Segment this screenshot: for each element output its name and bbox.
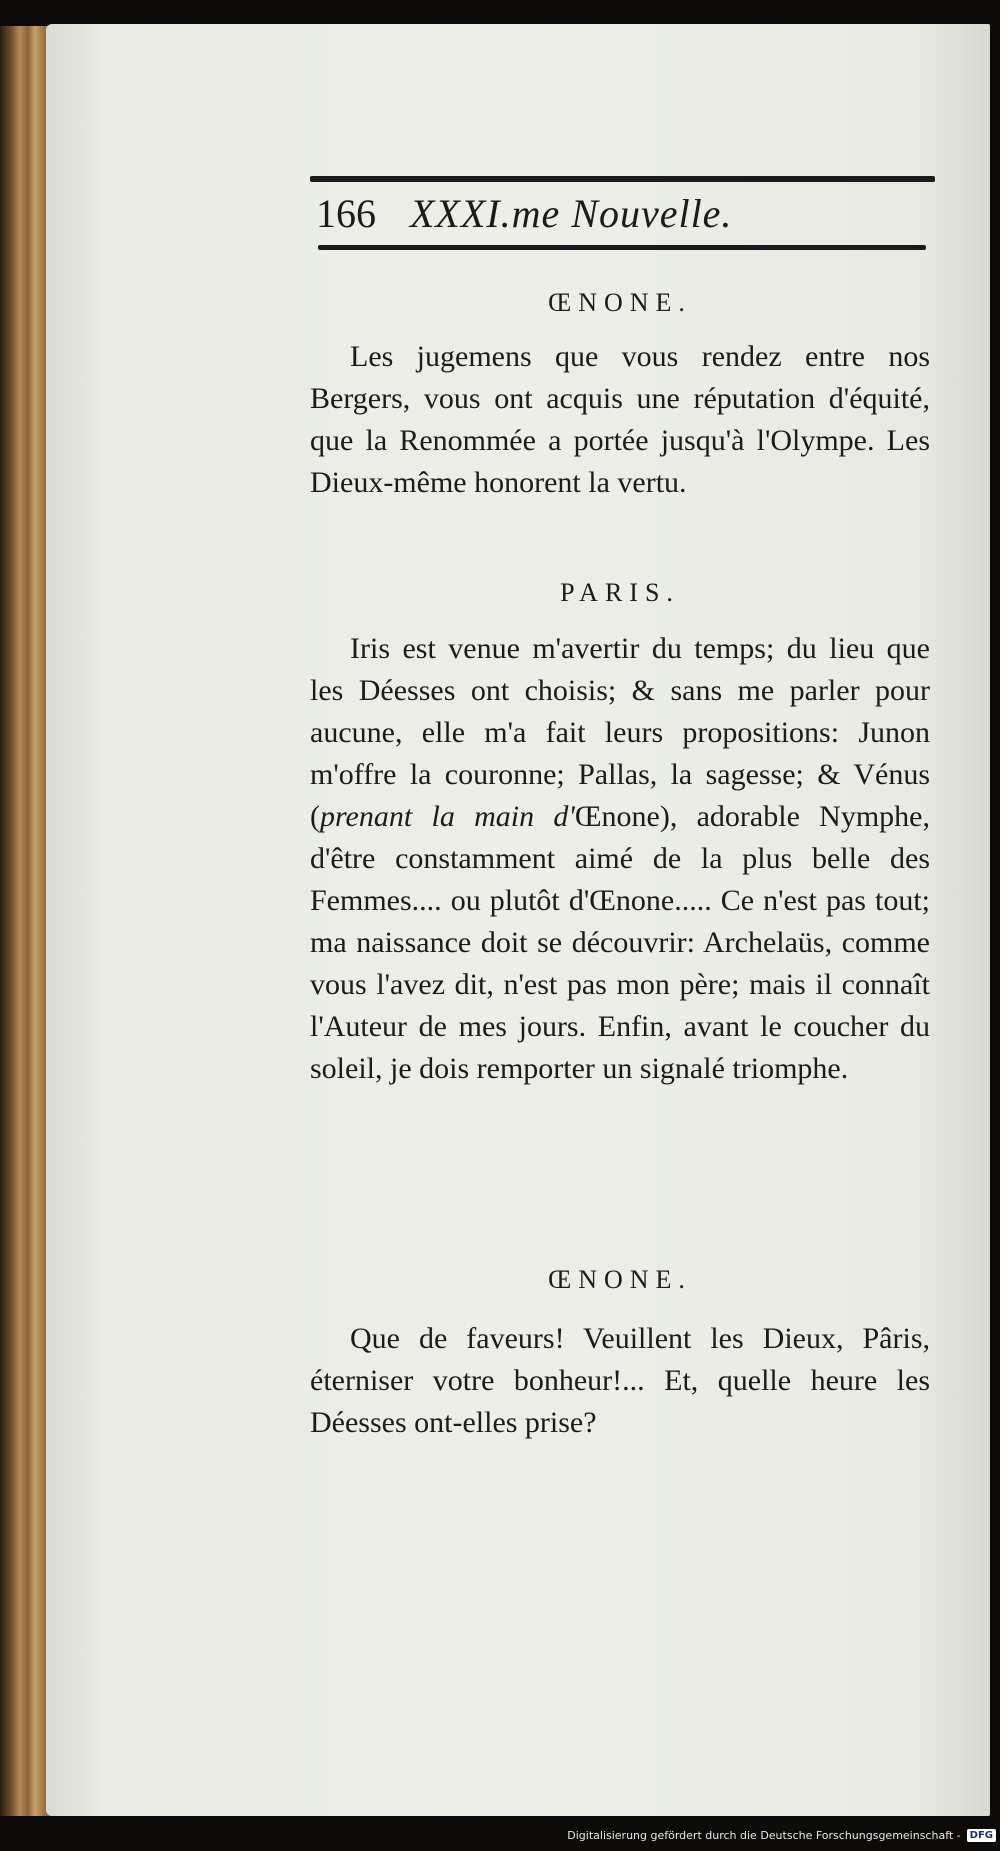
page-number: 166	[316, 191, 376, 236]
speech-oenone-2: Que de faveurs! Veuillent les Dieux, Pâris, éterniser votre bonheur!... Et, quelle heure les Déesses ont-elles prise?	[310, 1322, 930, 1439]
speaker-oenone-2: ŒNONE.	[548, 1265, 692, 1294]
speech-paris	[310, 628, 930, 1090]
speaker-oenone-1: ŒNONE.	[548, 288, 692, 317]
stage-direction: prenant la main d'	[320, 800, 575, 833]
speech-paris-text-1: Iris est venue m'avertir du temps; du lieu que les Déesses ont choisis; & sans me parler pour aucune, elle m'a fait leurs propositions: Junon m'offre la couronne; Pallas, la sagesse; & Vénus (	[310, 632, 930, 833]
speech-oenone-1: Les jugemens que vous rendez entre nos Bergers, vous ont acquis une réputation d'équité, que la Renommée a portée jusqu'à l'Olympe. Les Dieux-même honorent la vertu.	[310, 340, 930, 499]
footer-credit: Digitalisierung gefördert durch die Deutsche Forschungsgemeinschaft -	[567, 1828, 961, 1842]
digitization-footer	[567, 1825, 996, 1845]
chapter-title: XXXI.me Nouvelle.	[410, 191, 733, 236]
speech-paris-text-2: Œnone), adorable Nymphe, d'être constamment aimé de la plus belle des Femmes.... ou plutôt d'Œnone..... Ce n'est pas tout; ma naissance doit se découvrir: Archelaüs, comme vous l'avez dit, n'est pas mon père; mais il connaît l'Auteur de mes jours. Enfin, avant le coucher du soleil, je dois remporter un signalé triomphe.	[310, 800, 930, 1085]
header-rule-bottom	[318, 245, 926, 250]
running-head	[316, 190, 926, 240]
header-rule-top	[310, 176, 935, 182]
speaker-paris: PARIS.	[560, 578, 680, 607]
dfg-logo: DFG	[967, 1829, 996, 1842]
